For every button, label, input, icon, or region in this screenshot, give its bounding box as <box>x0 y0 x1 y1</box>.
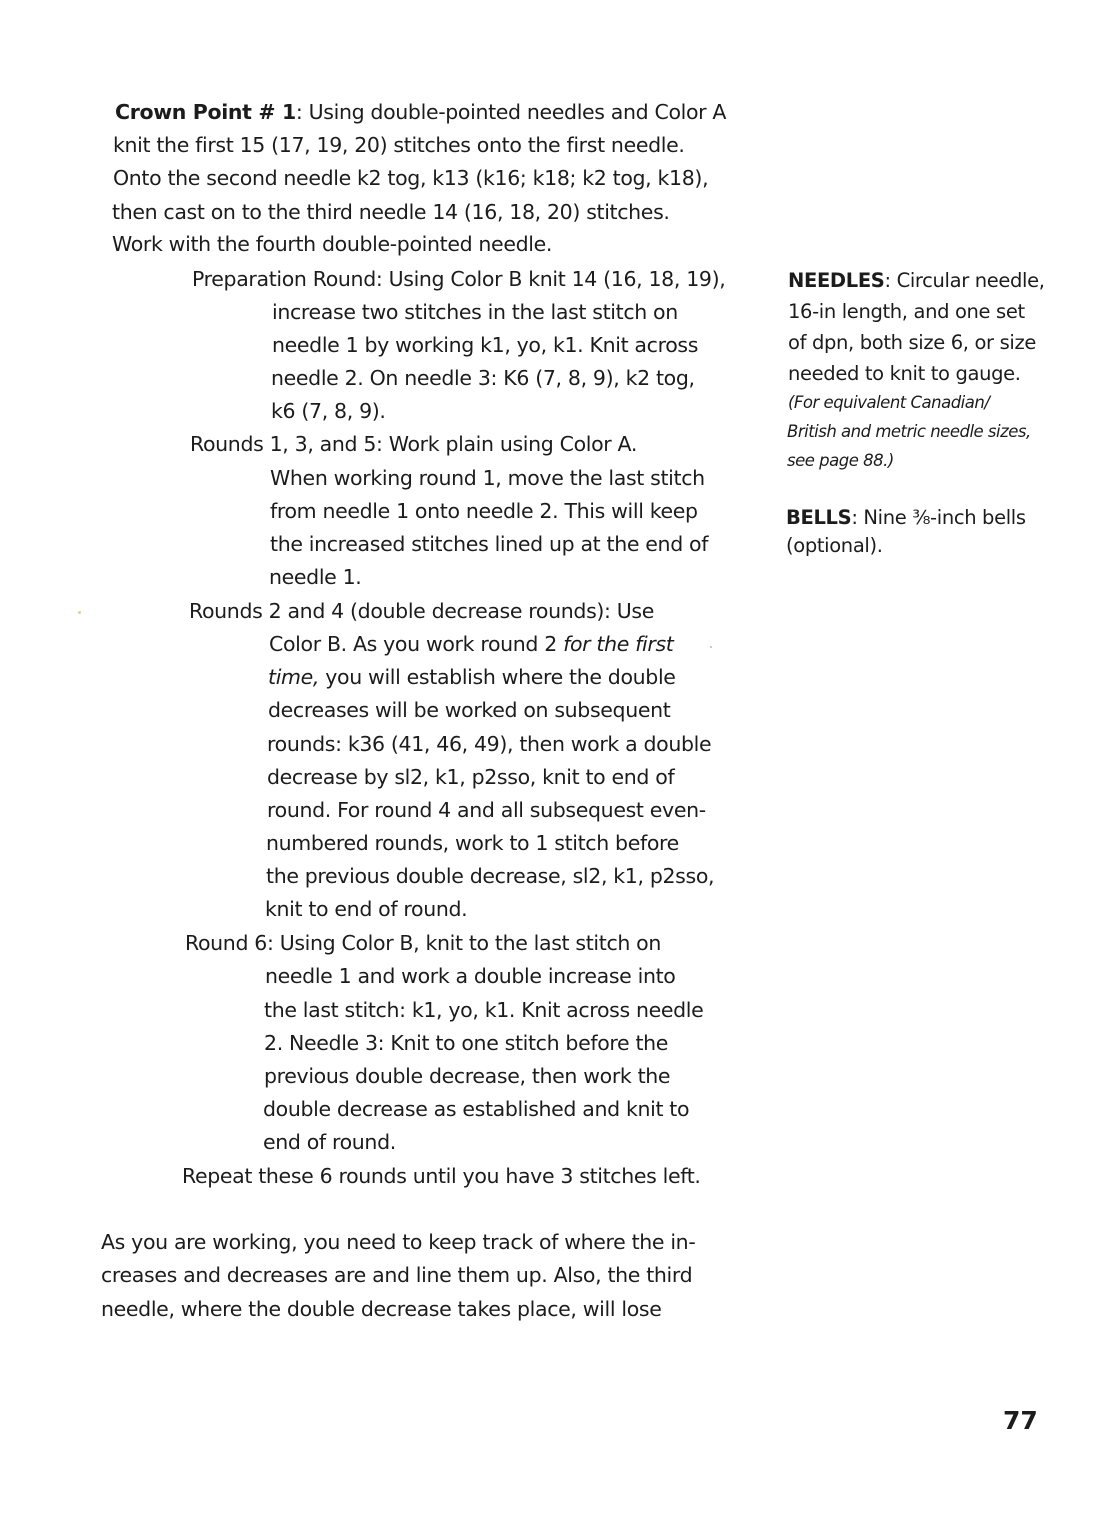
text-line: end of round. <box>263 1130 396 1154</box>
needles-text: : Circular needle, <box>884 269 1045 292</box>
needles-note-line: see page 88.) <box>787 451 894 470</box>
text-segment: Color B. As you work round 2 <box>269 632 564 656</box>
text-line: knit to end of round. <box>265 897 468 921</box>
needles-heading-line <box>788 268 1045 294</box>
text-line: needle 1. <box>269 565 362 589</box>
text-line: When working round 1, move the last stitch <box>270 466 705 490</box>
crown-point-intro: : Using double-pointed needles and Color A <box>295 100 727 124</box>
text-line: the last stitch: k1, yo, k1. Knit across needle <box>264 998 704 1022</box>
text-line: Work with the fourth double-pointed needle. <box>112 232 553 256</box>
needles-note-line: (For equivalent Canadian/ <box>788 393 990 412</box>
crown-point-line <box>115 98 726 126</box>
text-line: previous double decrease, then work the <box>264 1064 671 1088</box>
needles-label: NEEDLES <box>788 269 885 292</box>
text-line: from needle 1 onto needle 2. This will keep <box>270 499 698 523</box>
text-line: the increased stitches lined up at the end of <box>270 532 709 556</box>
text-line: then cast on to the third needle 14 (16, 18, 20) stitches. <box>112 200 670 224</box>
bells-line: (optional). <box>786 534 883 557</box>
text-line: decrease by sl2, k1, p2sso, knit to end of <box>267 765 675 789</box>
crown-point-heading: Crown Point # 1 <box>115 100 296 124</box>
bells-heading-line <box>786 505 1026 531</box>
text-line: decreases will be worked on subsequent <box>268 698 671 722</box>
text-line: rounds: k36 (41, 46, 49), then work a double <box>267 732 712 756</box>
preparation-round-line: Preparation Round: Using Color B knit 14 (16, 18, 19), <box>192 267 726 291</box>
text-line: needle, where the double decrease takes place, will lose <box>101 1297 662 1321</box>
text-segment: you will establish where the double <box>319 665 676 689</box>
text-line: Onto the second needle k2 tog, k13 (k16; k18; k2 tog, k18), <box>113 166 709 190</box>
bells-label: BELLS <box>786 506 852 529</box>
text-line: creases and decreases are and line them up. Also, the third <box>101 1263 693 1287</box>
text-line: round. For round 4 and all subsequest even- <box>267 798 706 822</box>
scan-speck <box>710 646 712 648</box>
bells-text: : Nine ³⁄₈-inch bells <box>851 506 1026 529</box>
text-line: double decrease as established and knit to <box>263 1097 690 1121</box>
rounds-1-3-5-line: Rounds 1, 3, and 5: Work plain using Color A. <box>190 432 638 456</box>
needles-line: of dpn, both size 6, or size <box>788 331 1036 354</box>
text-line: increase two stitches in the last stitch on <box>272 300 678 324</box>
needles-note-line: British and metric needle sizes, <box>787 422 1031 441</box>
text-line: knit the first 15 (17, 19, 20) stitches onto the first needle. <box>113 133 685 157</box>
repeat-rounds-line: Repeat these 6 rounds until you have 3 stitches left. <box>182 1164 701 1188</box>
text-line: needle 1 and work a double increase into <box>265 964 676 988</box>
text-line <box>268 663 676 691</box>
needles-line: needed to knit to gauge. <box>788 362 1021 385</box>
round-6-line: Round 6: Using Color B, knit to the last stitch on <box>185 931 662 955</box>
text-line <box>269 630 673 658</box>
text-line: numbered rounds, work to 1 stitch before <box>266 831 679 855</box>
text-line: the previous double decrease, sl2, k1, p2sso, <box>266 864 715 888</box>
needles-line: 16-in length, and one set <box>788 300 1025 323</box>
text-line: needle 1 by working k1, yo, k1. Knit across <box>272 333 699 357</box>
rounds-2-4-line: Rounds 2 and 4 (double decrease rounds): Use <box>189 599 655 623</box>
scan-speck <box>78 611 81 614</box>
italic-segment: for the first <box>563 632 674 656</box>
text-line: k6 (7, 8, 9). <box>271 399 386 423</box>
text-line: needle 2. On needle 3: K6 (7, 8, 9), k2 tog, <box>271 366 695 390</box>
text-line: 2. Needle 3: Knit to one stitch before the <box>264 1031 669 1055</box>
text-line: As you are working, you need to keep track of where the in- <box>101 1230 696 1254</box>
page-number: 77 <box>1003 1406 1038 1435</box>
italic-segment: time, <box>268 665 320 689</box>
